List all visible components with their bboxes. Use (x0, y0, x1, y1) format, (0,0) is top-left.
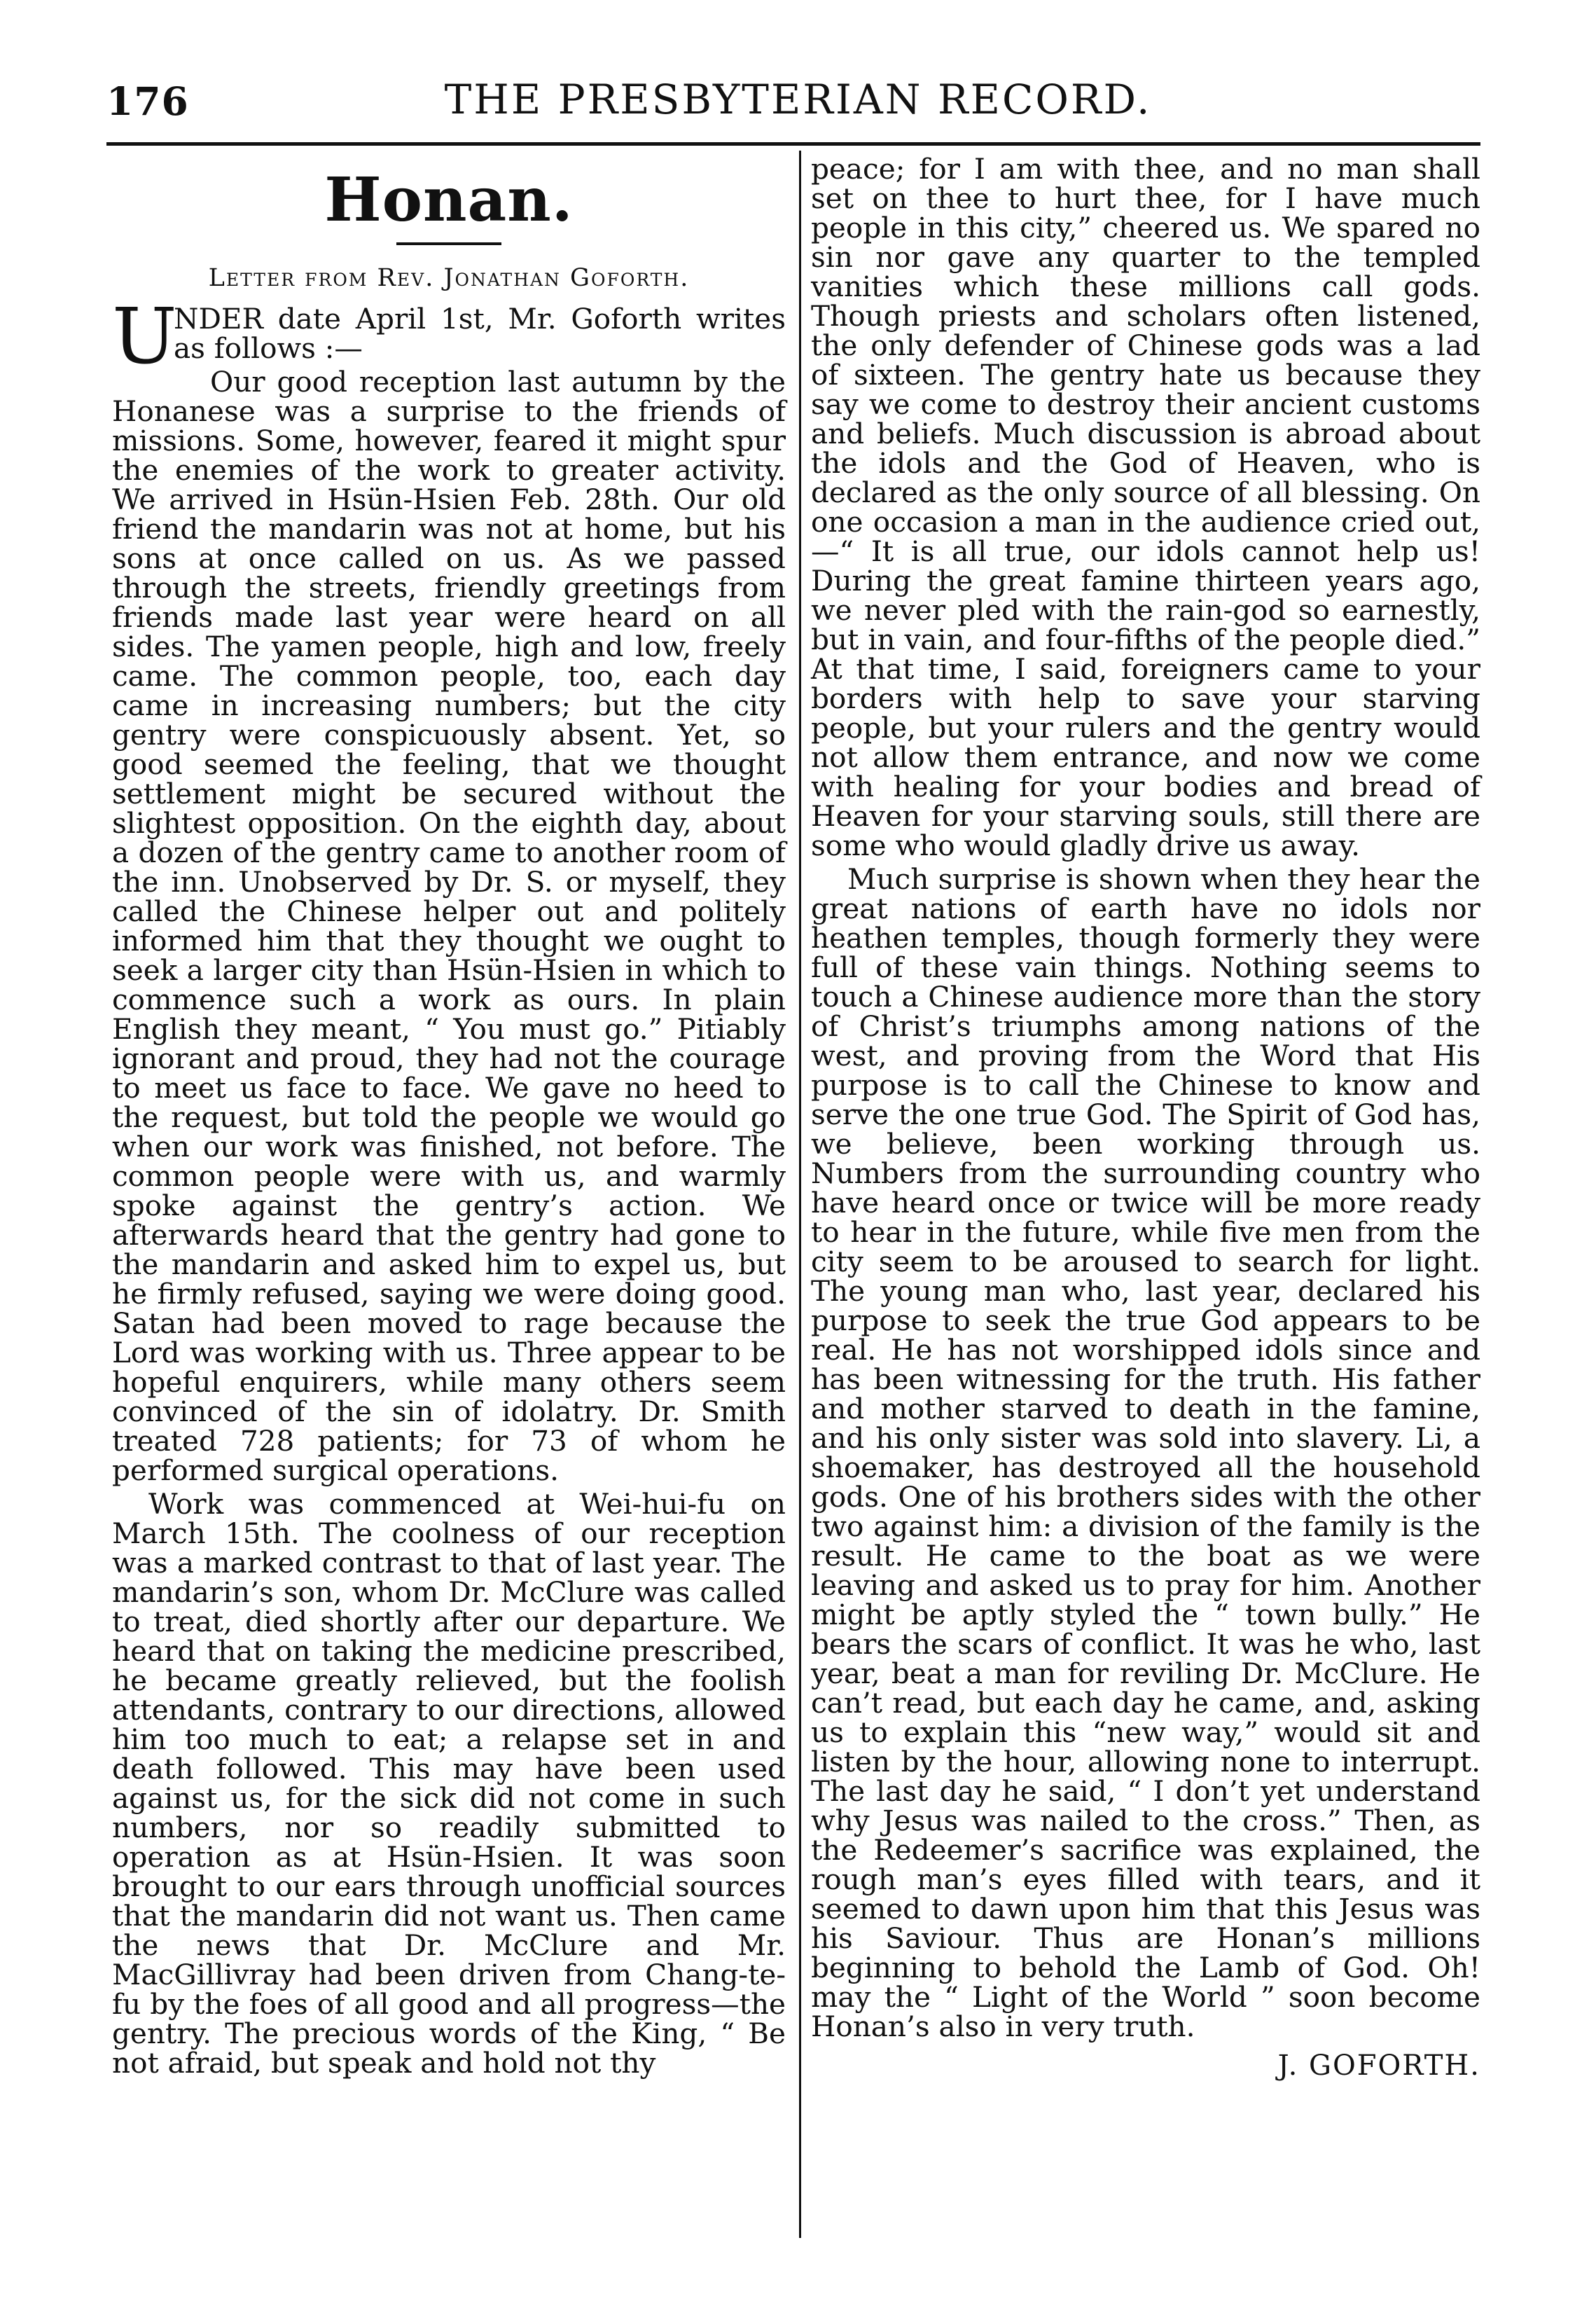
drop-cap: U (112, 291, 177, 381)
column-rule (799, 151, 801, 2238)
header-rule (106, 142, 1480, 146)
running-title: THE PRESBYTERIAN RECORD. (444, 76, 1152, 123)
paragraph: Much surprise is shown when they hear the great nations of earth have no idols nor heathen temples, though formerly they were full of these vain things. Nothing seems to touch a Chinese audience more than the story of Christ’s triumphs among nations of the west, and proving from the Word that His purpose is to call the Chinese to know and serve the one true God. The Spirit of God has, we believe, been working through us. Numbers from the surrounding country who have heard once or twice will be more ready to hear in the future, while five men from the city seem to be aroused to search for light. The young man who, last year, declared his purpose to seek the true God appears to be real. He has not worshipped idols since and has been witnessing for the truth. His father and mother starved to death in the famine, and his only sister was sold into slavery. Li, a shoemaker, has destroyed all the household gods. One of his brothers sides with the other two against him: a division of the family is the result. He came to the boat as we were leaving and asked us to pray for him. Another might be aptly styled the “ town bully.” He bears the scars of conflict. It was he who, last year, beat a man for reviling Dr. McClure. He can’t read, but each day he came, and, asking us to explain this “new way,” would sit and listen by the hour, allowing none to interrupt. The last day he said, “ I don’t yet understand why Jesus was nailed to the cross.” Then, as the Redeemer’s sacrifice was explained, the rough man’s eyes filled with tears, and it seemed to dawn upon him that this Jesus was his Saviour. Thus are Honan’s millions beginning to behold the Lamb of God. Oh! may the “ Light of the World ” soon become Honan’s also in very truth. (811, 862, 1480, 2043)
title-rule (396, 242, 501, 245)
left-column (112, 154, 786, 2078)
lead-paragraph (112, 291, 786, 381)
paragraph: Our good reception last autumn by the Honanese was a surprise to the friends of missions. Some, however, feared it might spur the enemies of the work to greater activity. We arrived in Hsün-Hsien Feb. 28th. Our old friend the mandarin was not at home, but his sons at once called on us. As we passed through the streets, friendly greetings from friends made last year were heard on all sides. The yamen people, high and low, freely came. The common people, too, each day came in increasing numbers; but the city gentry were conspicuously absent. Yet, so good seemed the feeling, that we thought settlement might be secured without the slightest opposition. On the eighth day, about a dozen of the gentry came to another room of the inn. Unobserved by Dr. S. or myself, they called the Chinese helper out and politely informed him that they thought we ought to seek a larger city than Hsün-Hsien in which to commence such a work as ours. In plain English they meant, “ You must go.” Pitiably ignorant and proud, they had not the courage to meet us face to face. We gave no heed to the request, but told the people we would go when our work was finished, not before. The common people were with us, and warmly spoke against the gentry’s action. We afterwards heard that the gentry had gone to the mandarin and asked him to expel us, but he firmly refused, saying we were doing good. Satan had been moved to rage because the Lord was working with us. Three appear to be hopeful enquirers, while many others seem convinced of the sin of idolatry. Dr. Smith treated 728 patients; for 73 of whom he performed surgical operations. (112, 365, 786, 1487)
paragraph: Work was commenced at Wei-hui-fu on March 15th. The coolness of our reception was a marked contrast to that of last year. The mandarin’s son, whom Dr. McClure was called to treat, died shortly after our departure. We heard that on taking the medicine prescribed, he became greatly relieved, but the foolish attendants, contrary to our directions, allowed him too much to eat; a relapse set in and death followed. This may have been used against us, for the sick did not come in such numbers, nor so readily submitted to operation as at Hsün-Hsien. It was soon brought to our ears through unofficial sources that the mandarin did not want us. Then came the news that Dr. McClure and Mr. MacGillivray had been driven from Chang-te-fu by the foes of all good and all progress—the gentry. The precious words of the King, “ Be not afraid, but speak and hold not thy (112, 1487, 786, 2080)
section-title: Honan. (324, 165, 574, 235)
paragraph: peace; for I am with thee, and no man shall set on thee to hurt thee, for I have much people in this city,” cheered us. We spared no sin nor gave any quarter to the templed vanities which these millions call gods. Though priests and scholars often listened, the only defender of Chinese gods was a lad of sixteen. The gentry hate us because they say we come to destroy their ancient customs and beliefs. Much discussion is abroad about the idols and the God of Heaven, who is declared as the only source of all blessing. On one occasion a man in the audience cried out,—“ It is all true, our idols cannot help us! During the great famine thirteen years ago, we never pled with the rain-god so earnestly, but in vain, and four-fifths of the people died.” At that time, I said, foreigners came to your borders with help to save your starving people, but your rulers and the gentry would not allow them entrance, and now we come with healing for your bodies and bread of Heaven for your starving souls, still there are some who would gladly drive us away. (811, 152, 1480, 862)
letter-heading: Letter from Rev. Jonathan Goforth. (208, 264, 690, 292)
signature: J. GOFORTH. (1277, 2050, 1480, 2082)
lead-text: NDER date April 1st, Mr. Goforth writes as follows :— (174, 302, 786, 365)
page-number: 176 (106, 78, 189, 124)
right-column (811, 154, 1480, 2080)
